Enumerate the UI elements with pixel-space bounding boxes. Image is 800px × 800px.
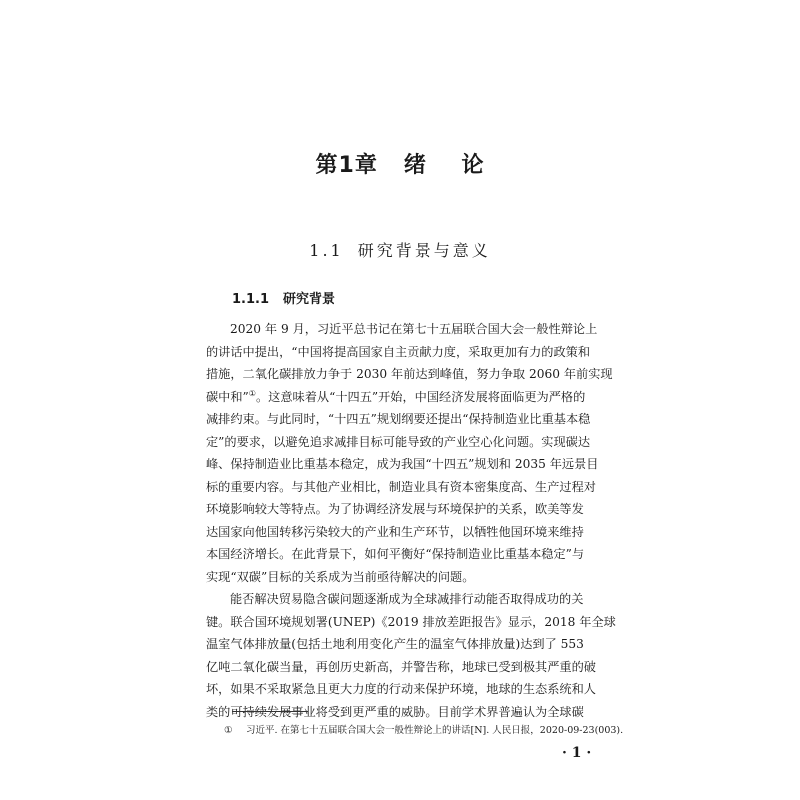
- chapter-title: [0, 148, 800, 179]
- subsection-number: 1.1.1: [232, 292, 270, 307]
- text-line: 减排约束。与此同时，“十四五”规划纲要还提出“保持制造业比重基本稳: [206, 412, 591, 426]
- text-line: 定”的要求，以避免追求减排目标可能导致的产业空心化问题。实现碳达: [206, 434, 591, 449]
- chapter-number: 第1章: [315, 153, 378, 178]
- section-number: 1.1: [309, 241, 344, 260]
- subsection-title: [232, 288, 335, 307]
- footnote-divider: [232, 711, 308, 712]
- footnote: [224, 722, 623, 736]
- text-line: 类的可持续发展事业将受到更严重的威胁。目前学术界普遍认为全球碳: [206, 704, 584, 719]
- text-line: 峰、保持制造业比重基本稳定，成为我国“十四五”规划和 2035 年远景目: [206, 457, 599, 471]
- text-line: 温室气体排放量(包括土地利用变化产生的温室气体排放量)达到了 553: [206, 637, 584, 651]
- text-line: 亿吨二氧化碳当量，再创历史新高，并警告称，地球已受到极其严重的破: [206, 659, 596, 674]
- paragraph-2: [206, 588, 616, 723]
- text-line: 的讲话中提出，“中国将提高国家自主贡献力度，采取更加有力的政策和: [206, 344, 591, 359]
- text-line: 能否解决贸易隐含碳问题逐渐成为全球减排行动能否取得成功的关: [230, 592, 584, 606]
- text-line: 键。联合国环境规划署(UNEP)《2019 排放差距报告》显示，2018 年全球: [206, 614, 616, 629]
- text-line: 达国家向他国转移污染较大的产业和生产环节，以牺牲他国环境来维持: [206, 524, 584, 539]
- text-segment: 。这意味着从“十四五”开始，中国经济发展将面临更为严格的: [255, 389, 586, 404]
- text-line: 2020 年 9 月，习近平总书记在第七十五届联合国大会一般性辩论上: [230, 322, 598, 336]
- text-line: 坏，如果不采取紧急且更大力度的行动来保护环境，地球的生态系统和人: [206, 682, 596, 696]
- footnote-mark: ①: [224, 725, 233, 736]
- text-segment: 碳中和”: [206, 389, 249, 404]
- paragraph-1: [206, 318, 613, 588]
- section-title: [0, 238, 800, 261]
- chapter-name: 绪 论: [403, 153, 485, 178]
- text-line: 实现“双碳”目标的关系成为当前亟待解决的问题。: [206, 569, 475, 584]
- page-number: · 1 ·: [562, 745, 592, 761]
- body-text: [206, 318, 616, 723]
- text-line: 标的重要内容。与其他产业相比，制造业具有资本密集度高、生产过程对: [206, 479, 596, 494]
- text-line: 环境影响较大等特点。为了协调经济发展与环境保护的关系，欧美等发: [206, 502, 584, 516]
- footnote-text: 习近平. 在第七十五届联合国大会一般性辩论上的讲话[N]. 人民日报，2020-09-23(003).: [246, 725, 624, 736]
- section-name: 研究背景与意义: [357, 241, 491, 260]
- text-line: 措施，二氧化碳排放力争于 2030 年前达到峰值，努力争取 2060 年前实现: [206, 367, 613, 381]
- footnote-reference: ①: [248, 388, 256, 398]
- text-line: 本国经济增长。在此背景下，如何平衡好“保持制造业比重基本稳定”与: [206, 547, 585, 561]
- subsection-name: 研究背景: [283, 292, 336, 307]
- text-line-with-footnote: [206, 386, 598, 409]
